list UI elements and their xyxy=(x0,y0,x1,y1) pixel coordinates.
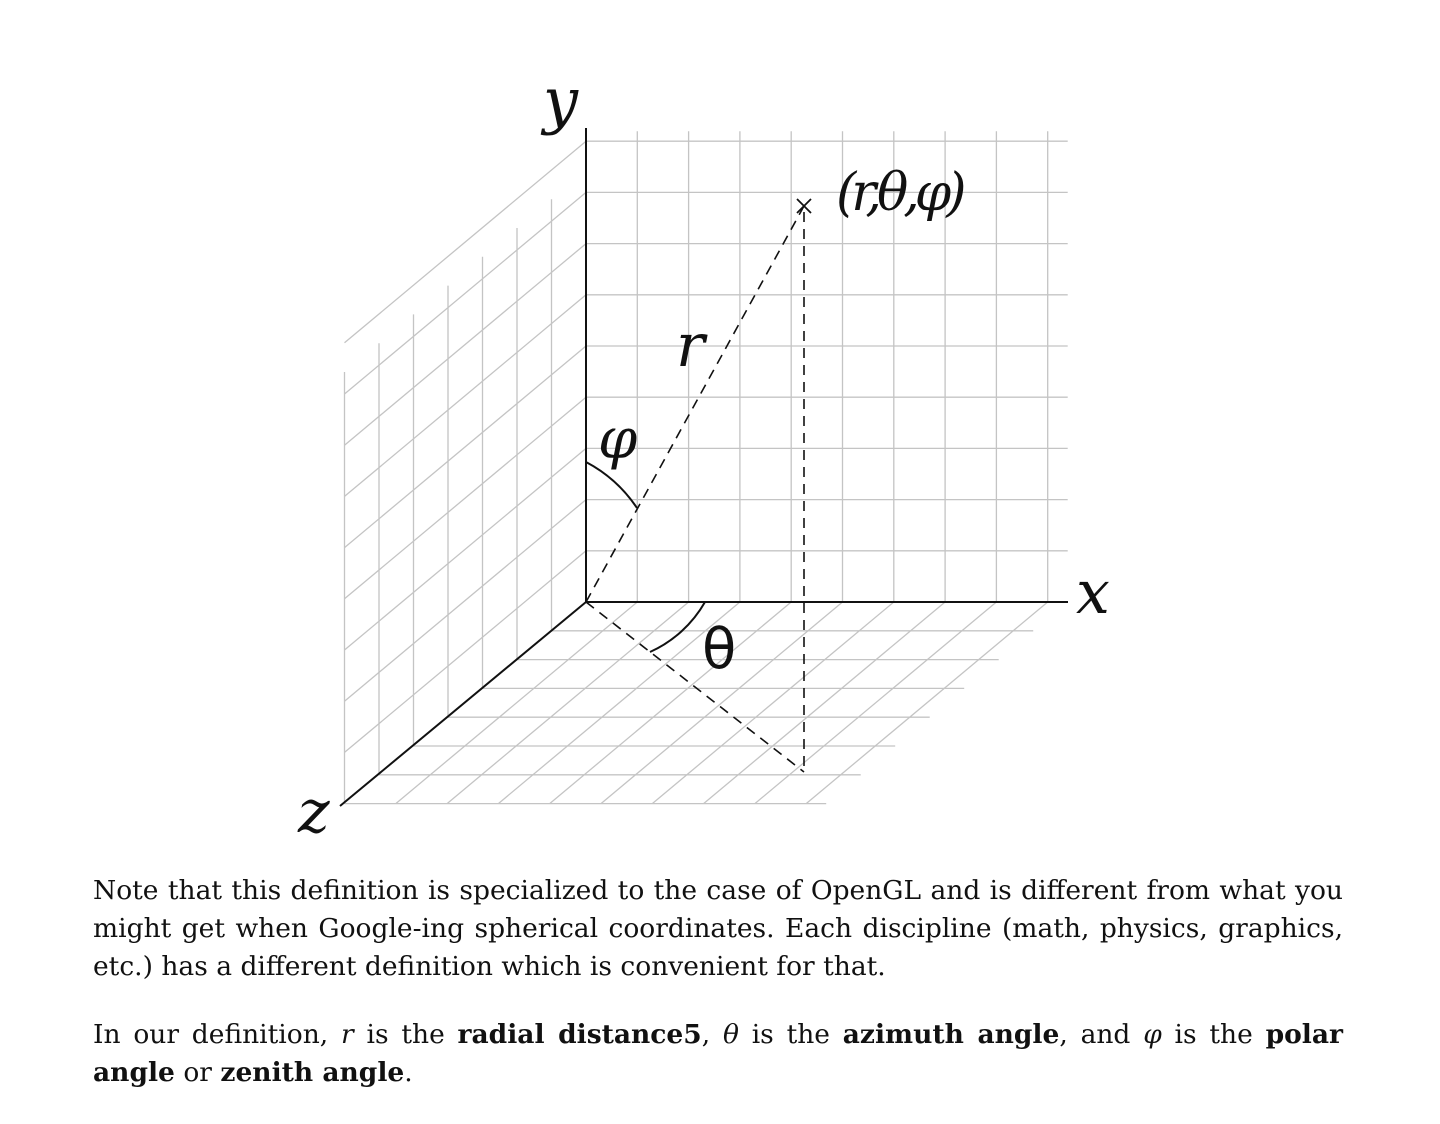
point-label: (r,θ,φ) xyxy=(836,163,962,223)
grid-line xyxy=(652,602,894,804)
symbol-theta: θ xyxy=(722,1019,739,1050)
grid-line xyxy=(447,602,688,804)
grid-line xyxy=(550,602,792,804)
radius-label: r xyxy=(676,311,705,381)
x-axis-label: x xyxy=(1076,558,1110,628)
grid-line xyxy=(345,244,587,446)
text-fragment: . xyxy=(404,1057,413,1088)
radius-dashed-line xyxy=(586,206,804,602)
y-axis-label: y xyxy=(543,64,579,137)
back-wall-grid xyxy=(586,131,1068,602)
body-text xyxy=(93,872,1343,1092)
grid-line xyxy=(704,602,946,804)
paragraph-definition-note: Note that this definition is specialized to the case of OpenGL and is different from what you might get when Google-ing spherical coordinates. Each discipline (math, physics, graphics, etc.) has a different definition which is convenient for that. xyxy=(93,875,1343,982)
grid-line xyxy=(345,448,587,650)
symbol-r: r xyxy=(341,1019,354,1050)
floor-grid xyxy=(345,602,1048,804)
grid-line xyxy=(345,141,587,343)
text-fragment: , xyxy=(701,1019,723,1050)
azimuth-angle-label: θ xyxy=(702,617,737,682)
grid-line xyxy=(345,397,587,599)
text-fragment: or xyxy=(174,1057,221,1088)
text-fragment: , and xyxy=(1059,1019,1144,1050)
grid-line xyxy=(755,602,997,804)
left-wall-grid xyxy=(345,141,587,803)
grid-line xyxy=(345,500,587,702)
text-fragment: is the xyxy=(353,1019,458,1050)
grid-line xyxy=(345,346,587,548)
term-azimuth-angle: azimuth angle xyxy=(842,1019,1060,1050)
grid-line xyxy=(806,602,1047,804)
grid-line xyxy=(345,295,587,497)
text-fragment: is the xyxy=(738,1019,843,1050)
z-axis-label: z xyxy=(298,777,330,847)
term-radial-distance: radial distance5 xyxy=(457,1019,702,1050)
point-marker xyxy=(797,199,811,213)
polar-angle-label: φ xyxy=(598,407,638,472)
paragraph-definition-terms xyxy=(93,1016,1343,1092)
symbol-phi: φ xyxy=(1143,1019,1162,1050)
grid-line xyxy=(345,192,587,394)
text-fragment: In our definition, xyxy=(93,1019,342,1050)
term-polar-angle: polar angle xyxy=(93,1019,1343,1088)
grid-line xyxy=(345,551,587,753)
text-fragment: is the xyxy=(1161,1019,1266,1050)
term-zenith-angle: zenith angle xyxy=(220,1057,405,1088)
